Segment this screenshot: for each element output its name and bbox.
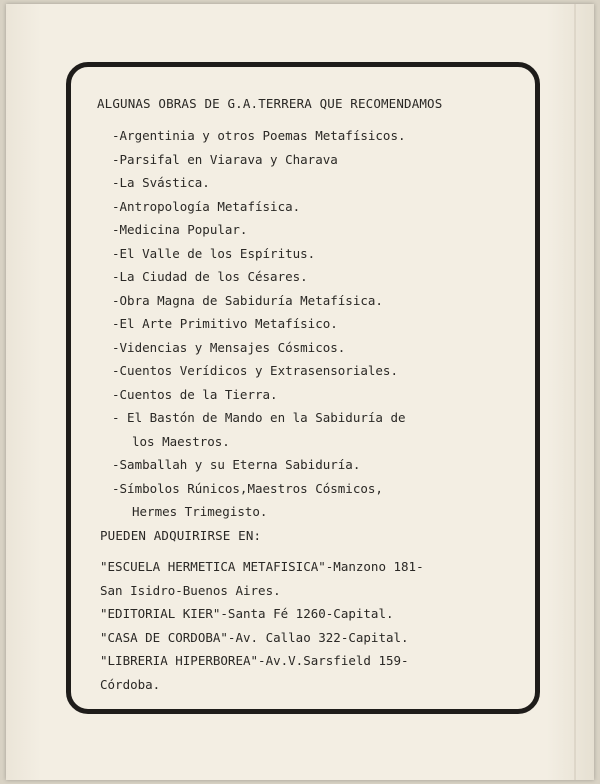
work-item: -Obra Magna de Sabiduría Metafísica.	[112, 292, 383, 308]
recommended-works-heading: ALGUNAS OBRAS DE G.A.TERRERA QUE RECOMENDAMOS	[97, 96, 443, 111]
work-item: -Medicina Popular.	[112, 222, 248, 237]
work-item: -Parsifal en Viarava y Charava	[112, 151, 338, 167]
places-list	[100, 555, 424, 696]
place-line: "ESCUELA HERMETICA METAFISICA"-Manzono 181-	[100, 559, 424, 574]
place-line: San Isidro-Buenos Aires.	[100, 582, 281, 598]
place-line: "LIBRERIA HIPERBOREA"-Av.V.Sarsfield 159-	[100, 653, 409, 668]
work-item: -El Valle de los Espíritus.	[112, 245, 316, 261]
place-line: Córdoba.	[100, 676, 161, 692]
work-item: -El Arte Primitivo Metafísico.	[112, 316, 338, 331]
works-list	[112, 124, 406, 524]
work-item: -Cuentos de la Tierra.	[112, 386, 278, 402]
work-item-continuation: Hermes Trimegisto.	[132, 504, 268, 519]
work-item: -Antropología Metafísica.	[112, 198, 301, 214]
work-item: - El Bastón de Mando en la Sabiduría de	[112, 410, 406, 425]
place-line: "CASA DE CORDOBA"-Av. Callao 322-Capital.	[100, 629, 409, 645]
work-item: -Argentinia y otros Poemas Metafísicos.	[112, 128, 406, 143]
work-item: -La Svástica.	[112, 175, 210, 190]
availability-heading: PUEDEN ADQUIRIRSE EN:	[100, 528, 262, 543]
work-item: -La Ciudad de los Césares.	[112, 269, 308, 284]
work-item: -Símbolos Rúnicos,Maestros Cósmicos,	[112, 480, 383, 496]
place-line: "EDITORIAL KIER"-Santa Fé 1260-Capital.	[100, 606, 394, 621]
work-item: -Videncias y Mensajes Cósmicos.	[112, 339, 346, 355]
work-item-continuation: los Maestros.	[132, 433, 230, 449]
work-item: -Cuentos Verídicos y Extrasensoriales.	[112, 363, 398, 378]
work-item: -Samballah y su Eterna Sabiduría.	[112, 457, 361, 472]
